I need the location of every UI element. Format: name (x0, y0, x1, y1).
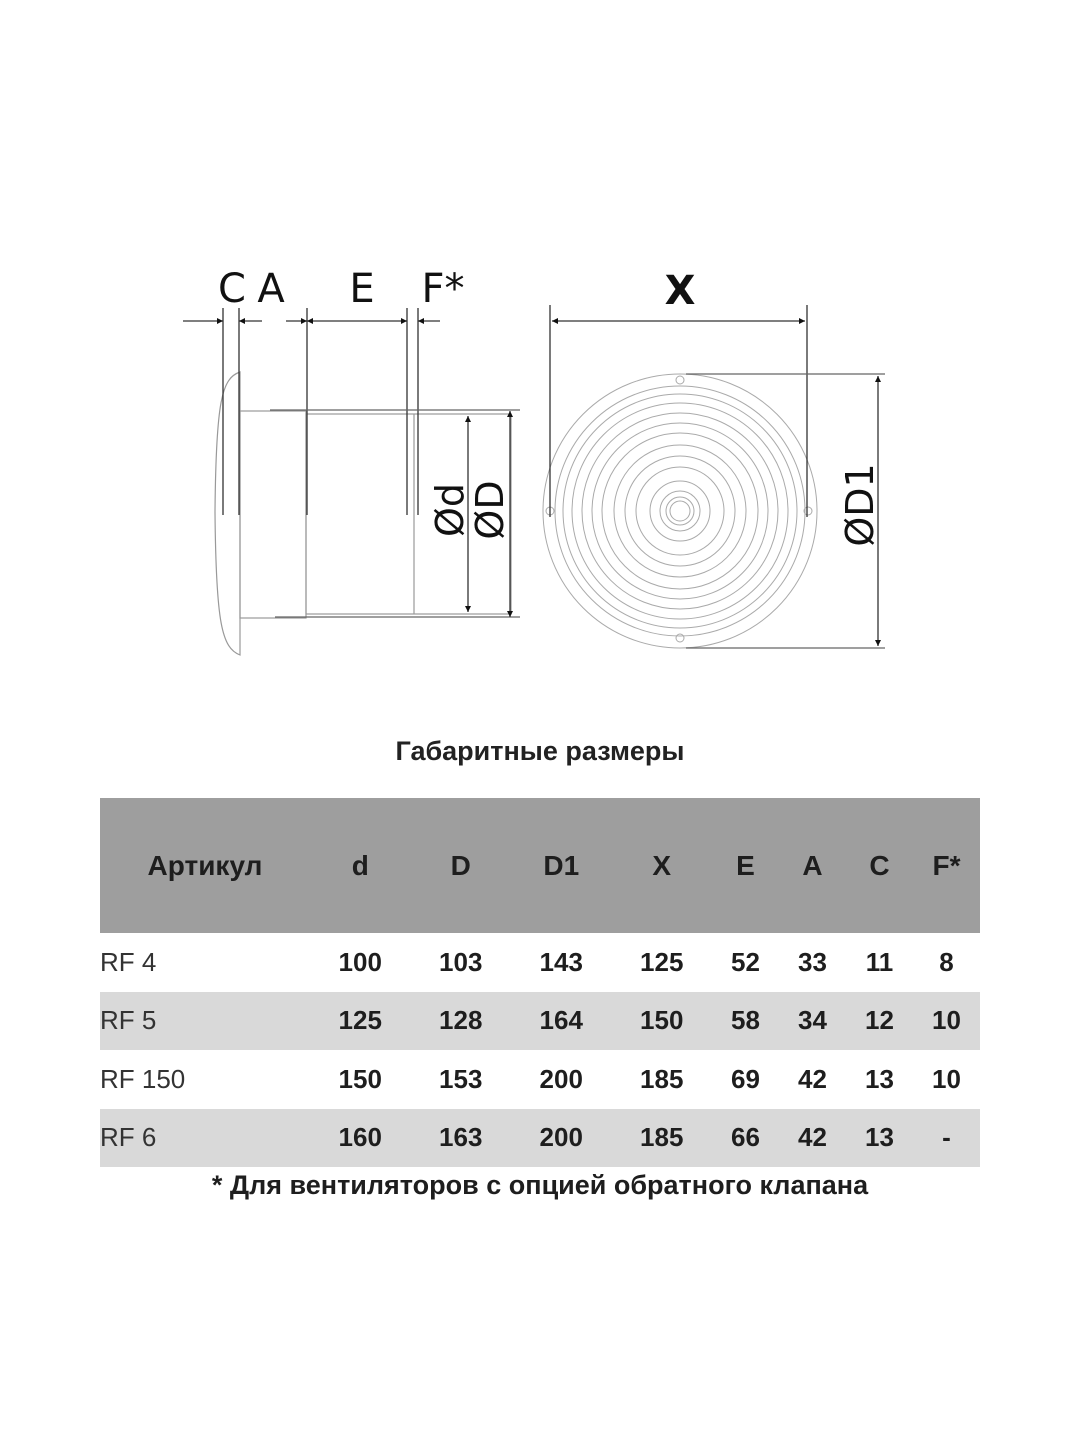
front-view (543, 374, 817, 648)
value-cell: 42 (798, 1063, 827, 1094)
header-D: D (411, 798, 512, 933)
value-cell: 160 (310, 1109, 411, 1168)
header-article: Артикул (100, 798, 310, 933)
value-cell: 58 (712, 992, 779, 1051)
value-cell: 11 (865, 946, 894, 977)
value-cell: 163 (411, 1109, 512, 1168)
article-cell: RF 150 (100, 1063, 186, 1094)
header-X: X (612, 798, 713, 933)
value-cell: 150 (338, 1063, 382, 1094)
header-d: d (310, 798, 411, 933)
table-title: Габаритные размеры (395, 736, 685, 766)
value-cell: 200 (539, 1063, 583, 1094)
side-dimensions (183, 308, 520, 617)
article-cell: RF 4 (100, 946, 157, 977)
value-cell: 13 (846, 1109, 913, 1168)
header-A: A (779, 798, 846, 933)
value-cell: 164 (511, 992, 612, 1051)
table-row (100, 1050, 980, 1109)
header-D1: D1 (511, 798, 612, 933)
table-row (100, 992, 980, 1051)
label-D: ØD (468, 480, 512, 540)
value-cell: 13 (865, 1063, 894, 1094)
value-cell: 10 (932, 1063, 961, 1094)
value-cell: 100 (338, 946, 382, 977)
value-cell: 185 (640, 1063, 684, 1094)
article-cell: RF 6 (100, 1109, 310, 1168)
value-cell: 125 (310, 992, 411, 1051)
label-x: X (664, 268, 696, 314)
label-D1: ØD1 (838, 463, 882, 547)
value-cell: 52 (731, 946, 760, 977)
label-e: E (349, 266, 375, 312)
value-cell: 8 (939, 946, 954, 977)
label-d: Ød (428, 482, 472, 538)
value-cell: 33 (798, 946, 827, 977)
value-cell: 42 (779, 1109, 846, 1168)
value-cell: 103 (439, 946, 483, 977)
value-cell: 128 (411, 992, 512, 1051)
dimensions-table (100, 798, 980, 1167)
value-cell: 10 (913, 992, 980, 1051)
value-cell: 66 (712, 1109, 779, 1168)
table-row (100, 933, 980, 992)
value-cell: - (913, 1109, 980, 1168)
label-f: F* (421, 266, 465, 312)
value-cell: 34 (779, 992, 846, 1051)
value-cell: 150 (612, 992, 713, 1051)
label-a: A (257, 266, 285, 312)
value-cell: 69 (731, 1063, 760, 1094)
value-cell: 200 (511, 1109, 612, 1168)
value-cell: 153 (439, 1063, 483, 1094)
value-cell: 125 (640, 946, 684, 977)
value-cell: 12 (846, 992, 913, 1051)
header-E: E (712, 798, 779, 933)
header-C: C (846, 798, 913, 933)
footnote: * Для вентиляторов с опцией обратного клапана (211, 1170, 869, 1200)
table-row (100, 1109, 980, 1168)
article-cell: RF 5 (100, 992, 310, 1051)
value-cell: 185 (612, 1109, 713, 1168)
header-F: F* (913, 798, 980, 933)
table-header-row (100, 798, 980, 933)
value-cell: 143 (539, 946, 583, 977)
label-c: C (218, 266, 246, 312)
